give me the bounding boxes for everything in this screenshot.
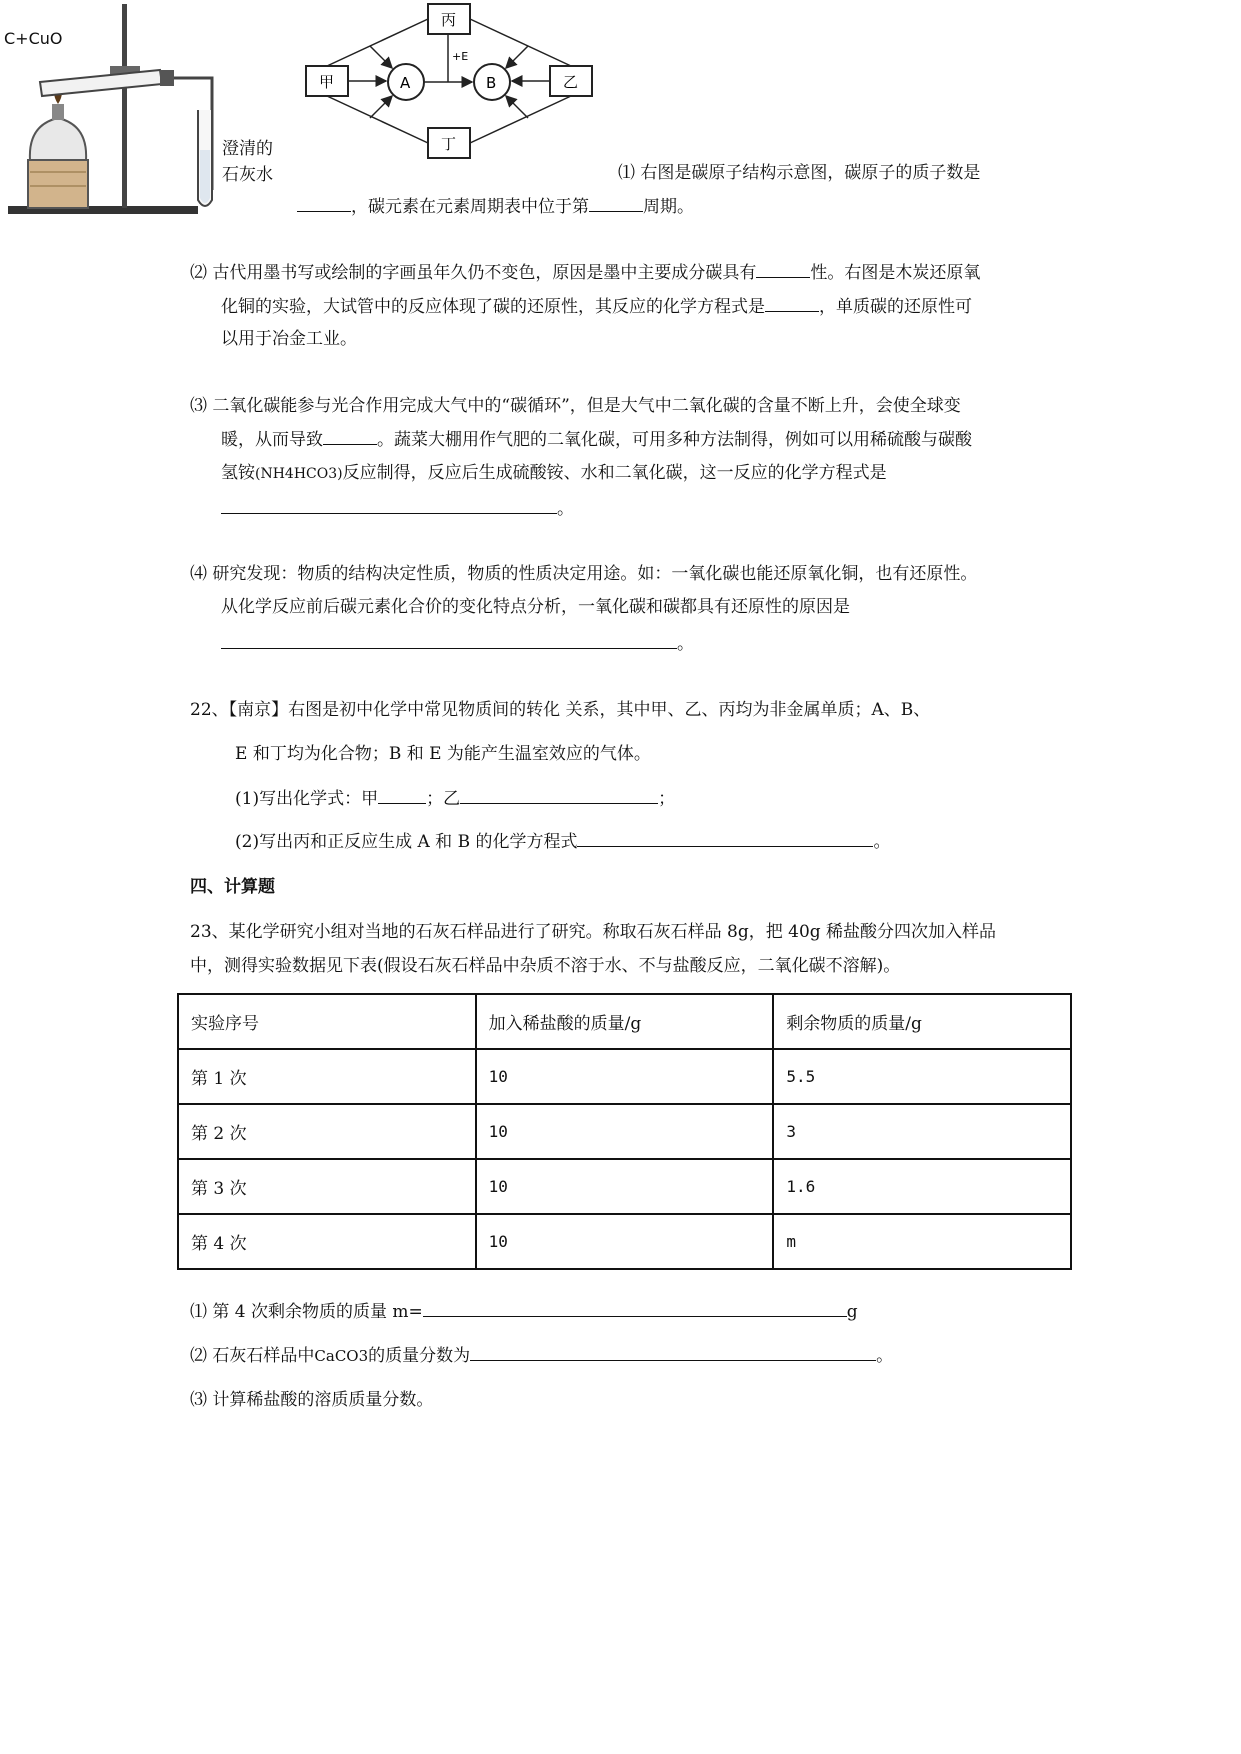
calcium-carbonate-formula: CaCO3 xyxy=(314,1347,369,1365)
q21-p2-line3: 以用于冶金工业。 xyxy=(221,329,357,349)
table-cell: 第 2 次 xyxy=(178,1104,476,1159)
ammonium-bicarbonate-formula: (NH4HCO3) xyxy=(255,466,343,482)
answer-blank[interactable] xyxy=(589,193,643,212)
answer-blank[interactable] xyxy=(756,259,810,278)
q21-p4-line1: ⑷ 研究发现：物质的结构决定性质，物质的性质决定用途。如：一氧化碳也能还原氧化铜，也有还原性。 xyxy=(190,564,978,584)
table-cell: 3 xyxy=(773,1104,1071,1159)
answer-blank[interactable] xyxy=(470,1342,876,1361)
q21-p2-line1: ⑵ 古代用墨书写或绘制的字画虽年久仍不变色，原因是墨中主要成分碳具有 性。右图是木炭还原氧 xyxy=(190,259,980,286)
answer-blank[interactable] xyxy=(577,828,873,847)
experiment-data-table xyxy=(177,993,1072,1270)
table-cell: 第 4 次 xyxy=(178,1214,476,1269)
table-cell: m xyxy=(773,1214,1071,1269)
q22-line2: E 和丁均为化合物；B 和 E 为能产生温室效应的气体。 xyxy=(235,744,651,764)
q21-p4-line3: 。 xyxy=(221,630,694,657)
section-heading: 四、计算题 xyxy=(190,877,275,897)
q21-p3-line3: 氢铵(NH4HCO3)反应制得，反应后生成硫酸铵、水和二氧化碳，这一反应的化学方程式是 xyxy=(221,463,887,483)
answer-blank[interactable] xyxy=(221,630,677,649)
q22-line1: 22、【南京】右图是初中化学中常见物质间的转化 关系，其中甲、乙、丙均为非金属单质；A、B、 xyxy=(190,700,931,720)
q22-sub1: (1)写出化学式：甲 ；乙 ； xyxy=(235,785,675,812)
table-cell: 10 xyxy=(476,1159,774,1214)
q21-p2-line2: 化铜的实验，大试管中的反应体现了碳的还原性，其反应的化学方程式是 ，单质碳的还原性可 xyxy=(221,293,972,320)
q22-sub2: (2)写出丙和正反应生成 A 和 B 的化学方程式 。 xyxy=(235,828,890,855)
table-cell: 第 1 次 xyxy=(178,1049,476,1104)
answer-blank[interactable] xyxy=(323,426,377,445)
diagram-bing: 丙 xyxy=(441,11,457,29)
q21-p3-line4: 。 xyxy=(221,495,574,522)
q21-p1-line2: ，碳元素在元素周期表中位于第 周期。 xyxy=(297,193,694,220)
diagram-jia: 甲 xyxy=(319,73,335,91)
diagram-yi: 乙 xyxy=(563,73,579,91)
table-header-cell: 实验序号 xyxy=(178,994,476,1049)
limewater-label-1: 澄清的 xyxy=(222,139,273,159)
q23-sub3: ⑶ 计算稀盐酸的溶质质量分数。 xyxy=(190,1390,434,1410)
limewater-label-2: 石灰水 xyxy=(222,165,273,185)
diagram-ding: 丁 xyxy=(441,135,457,153)
answer-blank[interactable] xyxy=(765,293,819,312)
table-row xyxy=(178,1104,1071,1159)
reactant-label: C+CuO xyxy=(4,29,63,48)
table-header-cell: 加入稀盐酸的质量/g xyxy=(476,994,774,1049)
answer-blank[interactable] xyxy=(378,785,426,804)
apparatus-figure xyxy=(0,0,300,220)
q23-sub1: ⑴ 第 4 次剩余物质的质量 m= g xyxy=(190,1298,858,1325)
q21-p3-line2: 暖，从而导致 。蔬菜大棚用作气肥的二氧化碳，可用多种方法制得，例如可以用稀硫酸与碳酸 xyxy=(221,426,972,453)
table-row xyxy=(178,1214,1071,1269)
table-cell: 10 xyxy=(476,1214,774,1269)
diagram-arrow-label: +E xyxy=(452,50,469,63)
table-row xyxy=(178,1049,1071,1104)
q23-line1: 23、某化学研究小组对当地的石灰石样品进行了研究。称取石灰石样品 8g，把 40g 稀盐酸分四次加入样品 xyxy=(190,922,997,942)
answer-blank[interactable] xyxy=(460,785,658,804)
diagram-node-a: A xyxy=(400,74,411,92)
table-header-row xyxy=(178,994,1071,1049)
table-cell: 10 xyxy=(476,1049,774,1104)
table-cell: 第 3 次 xyxy=(178,1159,476,1214)
q21-p3-line1: ⑶ 二氧化碳能参与光合作用完成大气中的“碳循环”，但是大气中二氧化碳的含量不断上升，会使全球变 xyxy=(190,396,961,416)
q21-p1-line1: ⑴ 右图是碳原子结构示意图，碳原子的质子数是 xyxy=(618,163,981,183)
table-cell: 10 xyxy=(476,1104,774,1159)
q23-line2: 中，测得实验数据见下表(假设石灰石样品中杂质不溶于水、不与盐酸反应，二氧化碳不溶解)。 xyxy=(190,956,901,976)
diagram-node-b: B xyxy=(486,74,497,92)
q21-p4-line2: 从化学反应前后碳元素化合价的变化特点分析，一氧化碳和碳都具有还原性的原因是 xyxy=(221,597,850,617)
table-cell: 1.6 xyxy=(773,1159,1071,1214)
answer-blank[interactable] xyxy=(297,193,351,212)
q23-sub2: ⑵ 石灰石样品中CaCO3的质量分数为 。 xyxy=(190,1342,893,1369)
transformation-diagram xyxy=(300,0,600,165)
table-cell: 5.5 xyxy=(773,1049,1071,1104)
table-row xyxy=(178,1159,1071,1214)
answer-blank[interactable] xyxy=(423,1298,847,1317)
answer-blank[interactable] xyxy=(221,495,557,514)
table-header-cell: 剩余物质的质量/g xyxy=(773,994,1071,1049)
